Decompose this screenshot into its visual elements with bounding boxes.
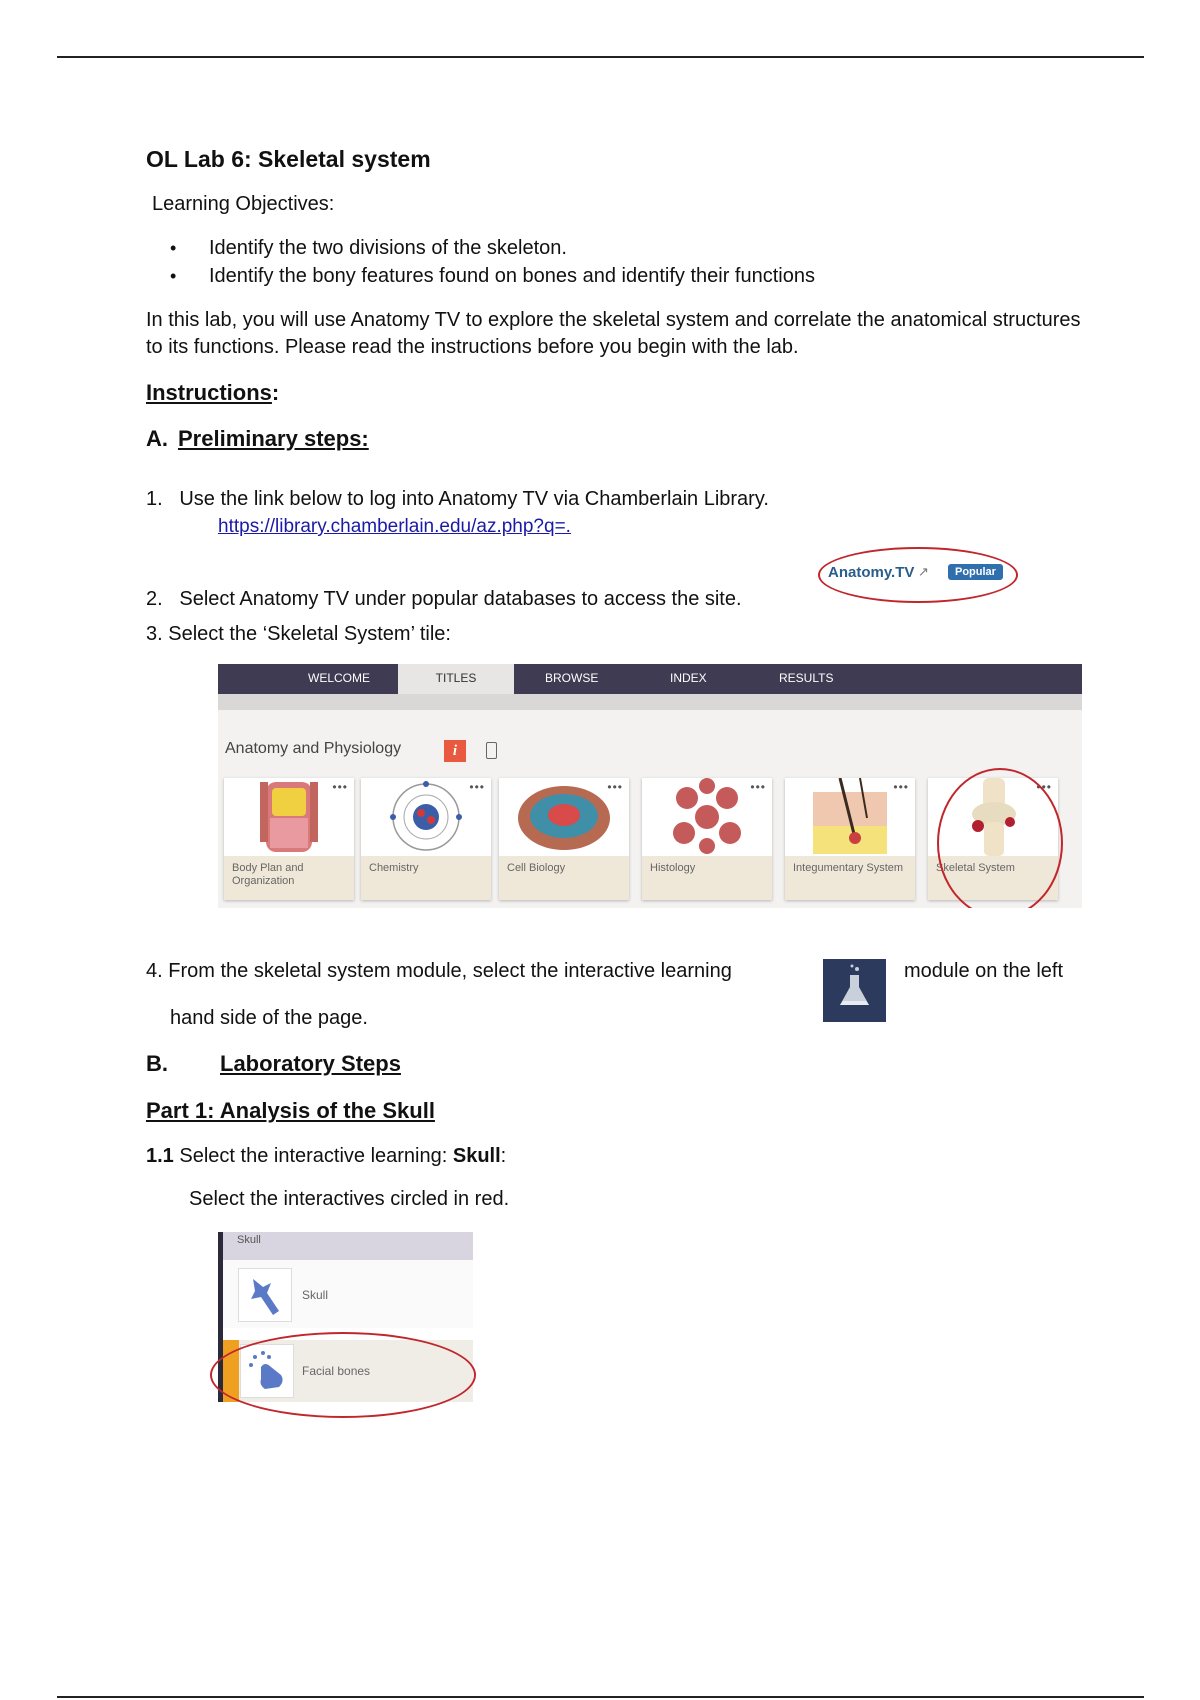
tile-cell-biology[interactable] bbox=[499, 778, 629, 900]
external-link-icon: ↗ bbox=[918, 564, 929, 579]
highlight-circle bbox=[210, 1332, 476, 1418]
popular-badge: Popular bbox=[948, 564, 1003, 580]
tile-label: Skeletal System bbox=[928, 856, 1058, 900]
tab-browse[interactable]: BROWSE bbox=[545, 671, 599, 685]
sub-bar bbox=[218, 694, 1082, 710]
tile-integumentary[interactable] bbox=[785, 778, 915, 900]
tile-chemistry[interactable] bbox=[361, 778, 491, 900]
mobile-icon[interactable] bbox=[486, 742, 497, 759]
tile-label: Chemistry bbox=[361, 856, 491, 900]
objectives-list bbox=[170, 234, 815, 290]
step-4-line2: hand side of the page. bbox=[170, 1007, 368, 1029]
tile-menu-icon[interactable]: ••• bbox=[607, 780, 623, 794]
section-b-heading: B. Laboratory Steps bbox=[146, 1051, 401, 1076]
step-1: 1. Use the link below to log into Anatomy TV via Chamberlain Library. bbox=[146, 488, 769, 510]
instructions-heading: Instructions: bbox=[146, 380, 280, 405]
section-heading: Anatomy and Physiology bbox=[225, 740, 402, 757]
tile-menu-icon[interactable]: ••• bbox=[893, 780, 909, 794]
tile-body-plan[interactable] bbox=[224, 778, 354, 900]
tab-welcome[interactable]: WELCOME bbox=[308, 671, 371, 685]
intro-paragraph: In this lab, you will use Anatomy TV to explore the skeletal system and correlate the anatomical structures to its functions. Please read the instructions before you begin with the lab. bbox=[146, 309, 1081, 358]
skull-interactive-icon bbox=[238, 1268, 292, 1322]
tile-menu-icon[interactable]: ••• bbox=[469, 780, 485, 794]
bottom-rule bbox=[57, 1696, 1144, 1698]
step-4-line1: 4. From the skeletal system module, select the interactive learning bbox=[146, 960, 732, 982]
highlight-circle bbox=[937, 768, 1063, 908]
step-4-line1-tail: module on the left bbox=[904, 960, 1063, 982]
tile-menu-icon[interactable]: ••• bbox=[1036, 780, 1052, 794]
section-a-heading: A. Preliminary steps: bbox=[146, 426, 369, 451]
library-link[interactable]: https://library.chamberlain.edu/az.php?q=. bbox=[218, 516, 571, 537]
top-rule bbox=[57, 56, 1144, 58]
tab-titles[interactable]: TITLES bbox=[398, 664, 514, 694]
item-label: Skull bbox=[302, 1288, 329, 1302]
step-3: 3. Select the ‘Skeletal System’ tile: bbox=[146, 623, 451, 645]
page-title: OL Lab 6: Skeletal system bbox=[146, 146, 431, 172]
list-item: • Identify the bony features found on bones and identify their functions bbox=[170, 265, 815, 287]
objectives-label: Learning Objectives: bbox=[152, 193, 335, 215]
part-1-heading: Part 1: Analysis of the Skull bbox=[146, 1098, 435, 1123]
tab-results[interactable]: RESULTS bbox=[779, 671, 834, 685]
tile-menu-icon[interactable]: ••• bbox=[332, 780, 348, 794]
tile-label: Body Plan and Organization bbox=[224, 856, 354, 900]
tile-label: Integumentary System bbox=[785, 856, 915, 900]
anatomy-tv-name[interactable]: Anatomy.TV bbox=[828, 564, 915, 581]
interactive-learning-icon[interactable] bbox=[823, 959, 886, 1022]
list-item: • Identify the two divisions of the skeleton. bbox=[170, 237, 567, 259]
flask-icon bbox=[823, 959, 886, 1022]
tile-label: Histology bbox=[642, 856, 772, 900]
skull-screenshot bbox=[218, 1232, 473, 1404]
step-1-1: 1.1 Select the interactive learning: Skull: bbox=[146, 1145, 507, 1167]
tab-index[interactable]: INDEX bbox=[670, 671, 707, 685]
tile-menu-icon[interactable]: ••• bbox=[750, 780, 766, 794]
item-label: Facial bones bbox=[302, 1364, 371, 1378]
step-1-1-sub: Select the interactives circled in red. bbox=[189, 1188, 510, 1210]
panel-header: Skull bbox=[218, 1232, 473, 1260]
tile-label: Cell Biology bbox=[499, 856, 629, 900]
info-icon[interactable]: i bbox=[444, 740, 466, 762]
step-2: 2. Select Anatomy TV under popular databases to access the site. bbox=[146, 588, 742, 610]
titles-screenshot bbox=[218, 664, 1082, 908]
anatomy-tv-badge[interactable] bbox=[818, 547, 1018, 603]
tile-histology[interactable] bbox=[642, 778, 772, 900]
